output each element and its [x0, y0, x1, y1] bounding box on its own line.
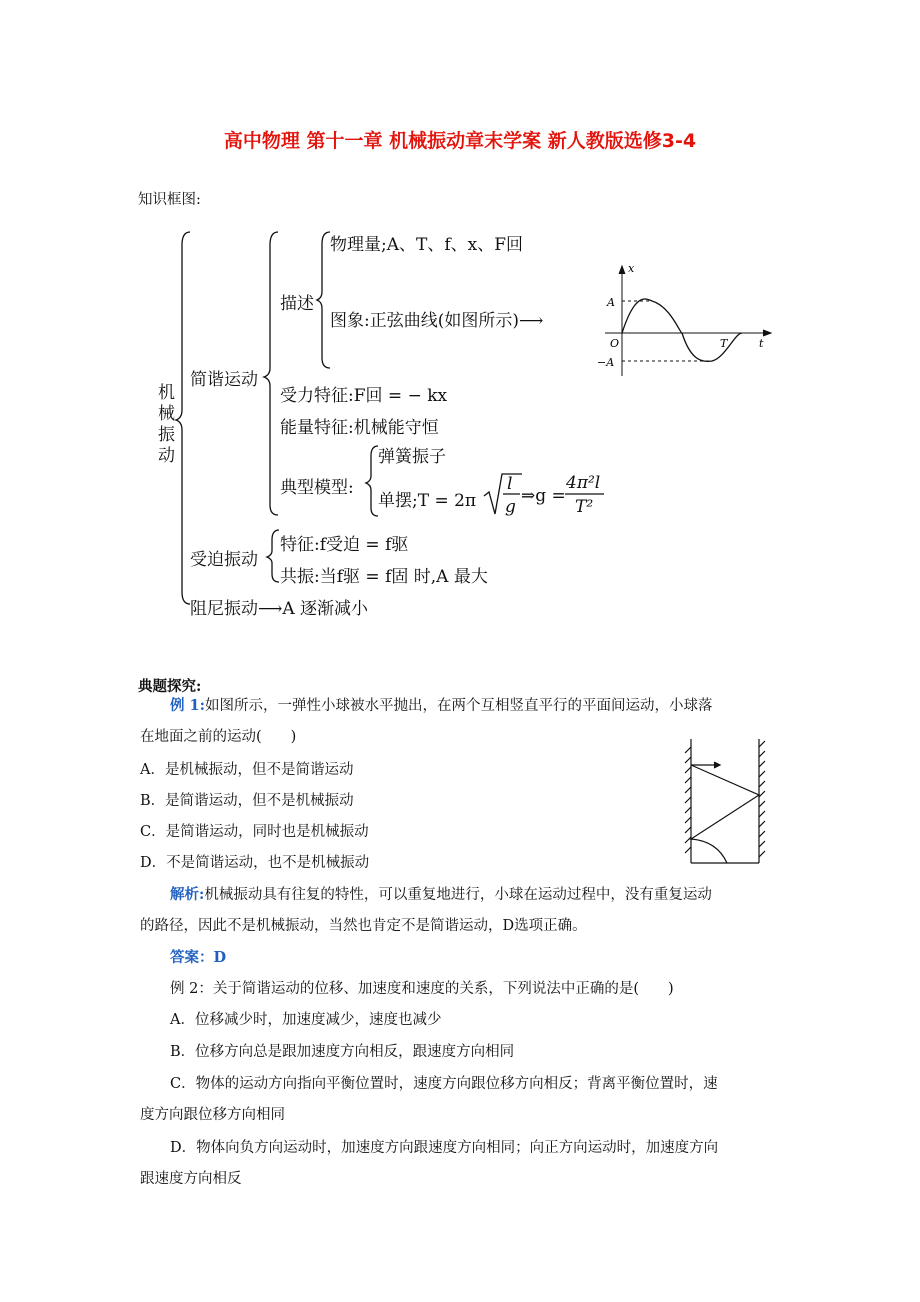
diagram-image-desc: 图象:正弦曲线(如图所示)⟶ — [330, 311, 544, 331]
diagram-forced-feature: 特征:f受迫 = f驱 — [280, 535, 409, 555]
diagram-force: 受力特征:F回 = − kx — [280, 386, 448, 406]
ex2-option-a: A．位移减少时，加速度减少，速度也减少 — [170, 1012, 442, 1028]
sine-graph — [595, 258, 775, 378]
ex2-option-b: B．位移方向总是跟加速度方向相反，跟速度方向相同 — [170, 1044, 515, 1060]
ex1-option-c: C．是简谐运动，同时也是机械振动 — [140, 824, 369, 840]
diagram-shm: 简谐运动 — [190, 370, 258, 390]
ex2-option-d-line2: 跟速度方向相反 — [140, 1171, 242, 1187]
g-formula-num: 4π²l — [566, 473, 601, 493]
ex1-analysis-line1: 机械振动具有往复的特性，可以重复地进行，小球在运动过程中，没有重复运动 — [204, 887, 712, 903]
diagram-energy: 能量特征:机械能守恒 — [280, 418, 439, 438]
diagram-describe: 描述 — [280, 294, 314, 314]
page-title: 高中物理 第十一章 机械振动章末学案 新人教版选修3-4 — [223, 130, 697, 152]
graph-t-label: t — [759, 337, 764, 350]
diagram-models: 典型模型: — [280, 478, 354, 498]
section-title: 典题探究: — [138, 678, 202, 695]
ex2-option-c-line2: 度方向跟位移方向相同 — [140, 1107, 285, 1123]
pendulum-frac-den: g — [505, 497, 516, 517]
ex1-option-d: D．不是简谐运动，也不是机械振动 — [140, 855, 370, 871]
graph-a-label: A — [607, 296, 615, 309]
ex1-option-b: B．是简谐运动，但不是机械振动 — [140, 793, 354, 809]
graph-x-label: x — [628, 262, 635, 275]
ex2-stem: 例 2：关于简谐运动的位移、加速度和速度的关系，下列说法中正确的是( ) — [170, 981, 674, 997]
pendulum-arrow: ⇒g = — [521, 486, 566, 506]
g-formula-den: T² — [575, 497, 594, 517]
diagram-forced: 受迫振动 — [190, 550, 258, 570]
ex1-analysis-label: 解析: — [170, 886, 205, 903]
diagram-resonance: 共振:当f驱 = f固 时,A 最大 — [280, 567, 488, 587]
ex1-analysis-line2: 的路径，因此不是机械振动，当然也肯定不是简谐运动，D选项正确。 — [140, 918, 587, 934]
ex1-text-line1: 如图所示，一弹性小球被水平抛出，在两个互相竖直平行的平面间运动，小球落 — [205, 698, 713, 714]
diagram-quantities: 物理量;A、T、f、x、F回 — [330, 235, 524, 255]
diagram-root: 机械振动 — [158, 383, 175, 466]
ex1-answer: 答案：D — [170, 949, 227, 966]
diagram-pendulum: 单摆;T = 2π — [378, 491, 477, 511]
ex1-label: 例 1: — [170, 697, 205, 714]
graph-o-label: O — [610, 337, 620, 350]
graph-neg-a-label: −A — [597, 356, 615, 369]
ex1-option-a: A．是机械振动，但不是简谐运动 — [140, 762, 354, 778]
pendulum-frac-num: l — [507, 474, 513, 494]
walls-figure — [683, 737, 773, 867]
ex2-option-c-line1: C．物体的运动方向指向平衡位置时，速度方向跟位移方向相反；背离平衡位置时，速 — [170, 1076, 718, 1092]
ex1-text-line2: 在地面之前的运动( ) — [140, 729, 297, 745]
diagram-damped: 阻尼振动⟶A 逐渐减小 — [190, 599, 369, 619]
knowledge-label: 知识框图: — [138, 192, 201, 208]
diagram-spring: 弹簧振子 — [378, 447, 446, 467]
graph-t-period-label: T — [720, 337, 728, 350]
ex2-option-d-line1: D．物体向负方向运动时，加速度方向跟速度方向相同；向正方向运动时，加速度方向 — [170, 1140, 719, 1156]
